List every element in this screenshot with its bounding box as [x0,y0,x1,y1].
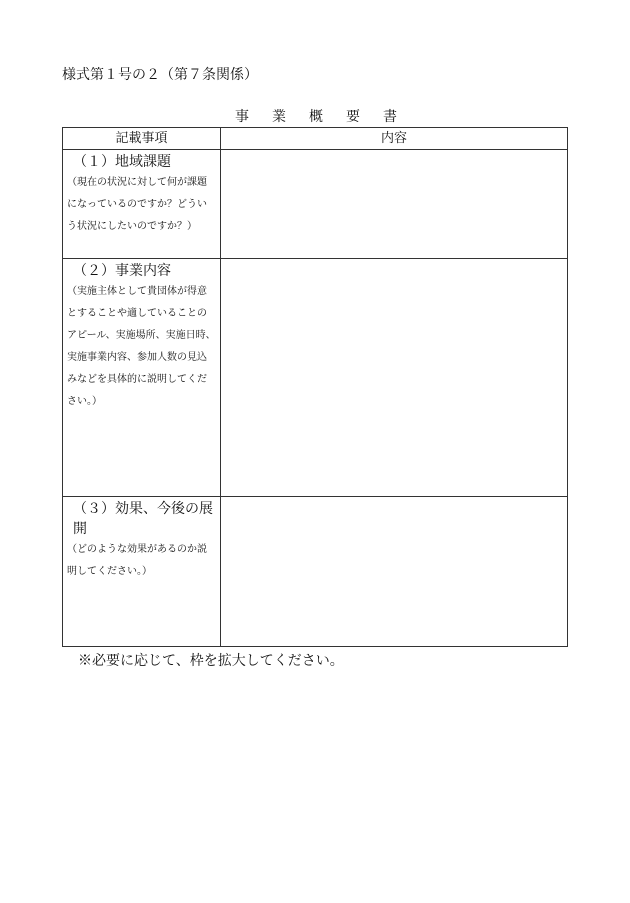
description-line: 実施事業内容、参加人数の見込 [67,352,207,363]
description-line: う状況にしたいのですか？） [67,221,197,232]
item-description [67,539,220,583]
row-item-cell [63,497,221,647]
header-content: 内容 [221,128,568,150]
description-line: （実施主体として貴団体が得意 [67,286,207,297]
footnote: ※必要に応じて、枠を拡大してください。 [78,653,344,669]
row-item-cell [63,259,221,497]
title-char: 要 [346,109,360,125]
description-line: になっているのですか？どうい [67,199,207,210]
header-items: 記載事項 [63,128,221,150]
item-label: （１）地域課題 [73,154,171,170]
description-line: （現在の状況に対して何が課題 [67,177,207,188]
description-line: とすることや適していることの [67,308,207,319]
description-line: （どのような効果があるのか説 [67,544,207,555]
item-description [67,172,220,238]
row-item-cell [63,150,221,259]
content-cell[interactable] [221,497,568,647]
title-char: 概 [309,109,323,125]
content-cell[interactable] [221,150,568,259]
title-char: 書 [383,109,397,125]
form-number: 様式第１号の２（第７条関係） [62,67,258,83]
description-line: アピール、実施場所、実施日時、 [67,330,216,341]
description-line: さい。） [67,396,102,407]
content-cell[interactable] [221,259,568,497]
item-description [67,281,220,413]
item-label: （３）効果、今後の展開 [73,501,213,537]
overview-table [62,127,568,647]
item-label: （２）事業内容 [73,263,171,279]
title-char: 業 [272,109,286,125]
description-line: みなどを具体的に説明してくだ [67,374,207,385]
description-line: 明してください。） [67,566,152,577]
title-char: 事 [235,109,249,125]
